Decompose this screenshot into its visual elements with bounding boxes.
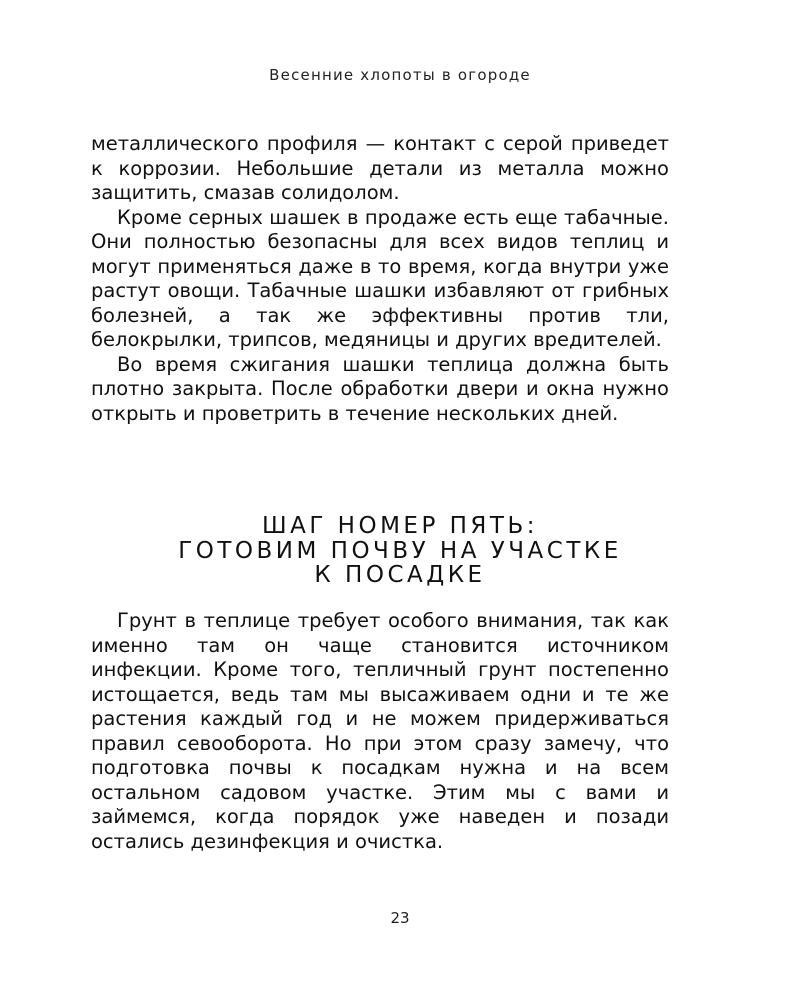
paragraph: металлического профиля — контакт с серой приведет к коррозии. Небольшие детали из металла можно защитить, смазав солидолом. xyxy=(91,132,669,204)
body-text-top xyxy=(91,132,669,426)
paragraph: Во время сжигания шашки теплица должна быть плотно закрыта. После обработки двери и окна нужно открыть и проветрить в течение нескольких дней. xyxy=(91,352,669,425)
page-number: 23 xyxy=(390,909,410,927)
section-heading xyxy=(0,514,800,588)
body-text-bottom xyxy=(91,609,669,854)
paragraph: Кроме серных шашек в продаже есть еще табачные. Они полностью безопасны для всех видов теплиц и могут применяться даже в то время, когда внутри уже растут овощи. Табачные шашки избавляют от грибных болезней, а так же эффективны против тли, белокрылки, трипсов, медяницы и других вредителей. xyxy=(91,205,669,351)
section-heading-line: ШАГ НОМЕР ПЯТЬ: xyxy=(262,513,538,539)
paragraph: Грунт в теплице требует особого внимания, так как именно там он чаще становится источником инфекции. Кроме того, тепличный грунт постепенно истощается, ведь там мы высаживаем одни и те же растения каждый год и не можем придерживаться правил севооборота. Но при этом сразу замечу, что подготовка почвы к посадкам нужна и на всем остальном садовом участке. Этим мы с вами и займемся, когда порядок уже наведен и позади остались дезинфекция и очистка. xyxy=(91,609,669,853)
section-heading-line: ГОТОВИМ ПОЧВУ НА УЧАСТКЕ xyxy=(178,537,622,564)
section-heading-line: К ПОСАДКЕ xyxy=(314,562,486,588)
running-header: Весенние хлопоты в огороде xyxy=(269,66,531,84)
